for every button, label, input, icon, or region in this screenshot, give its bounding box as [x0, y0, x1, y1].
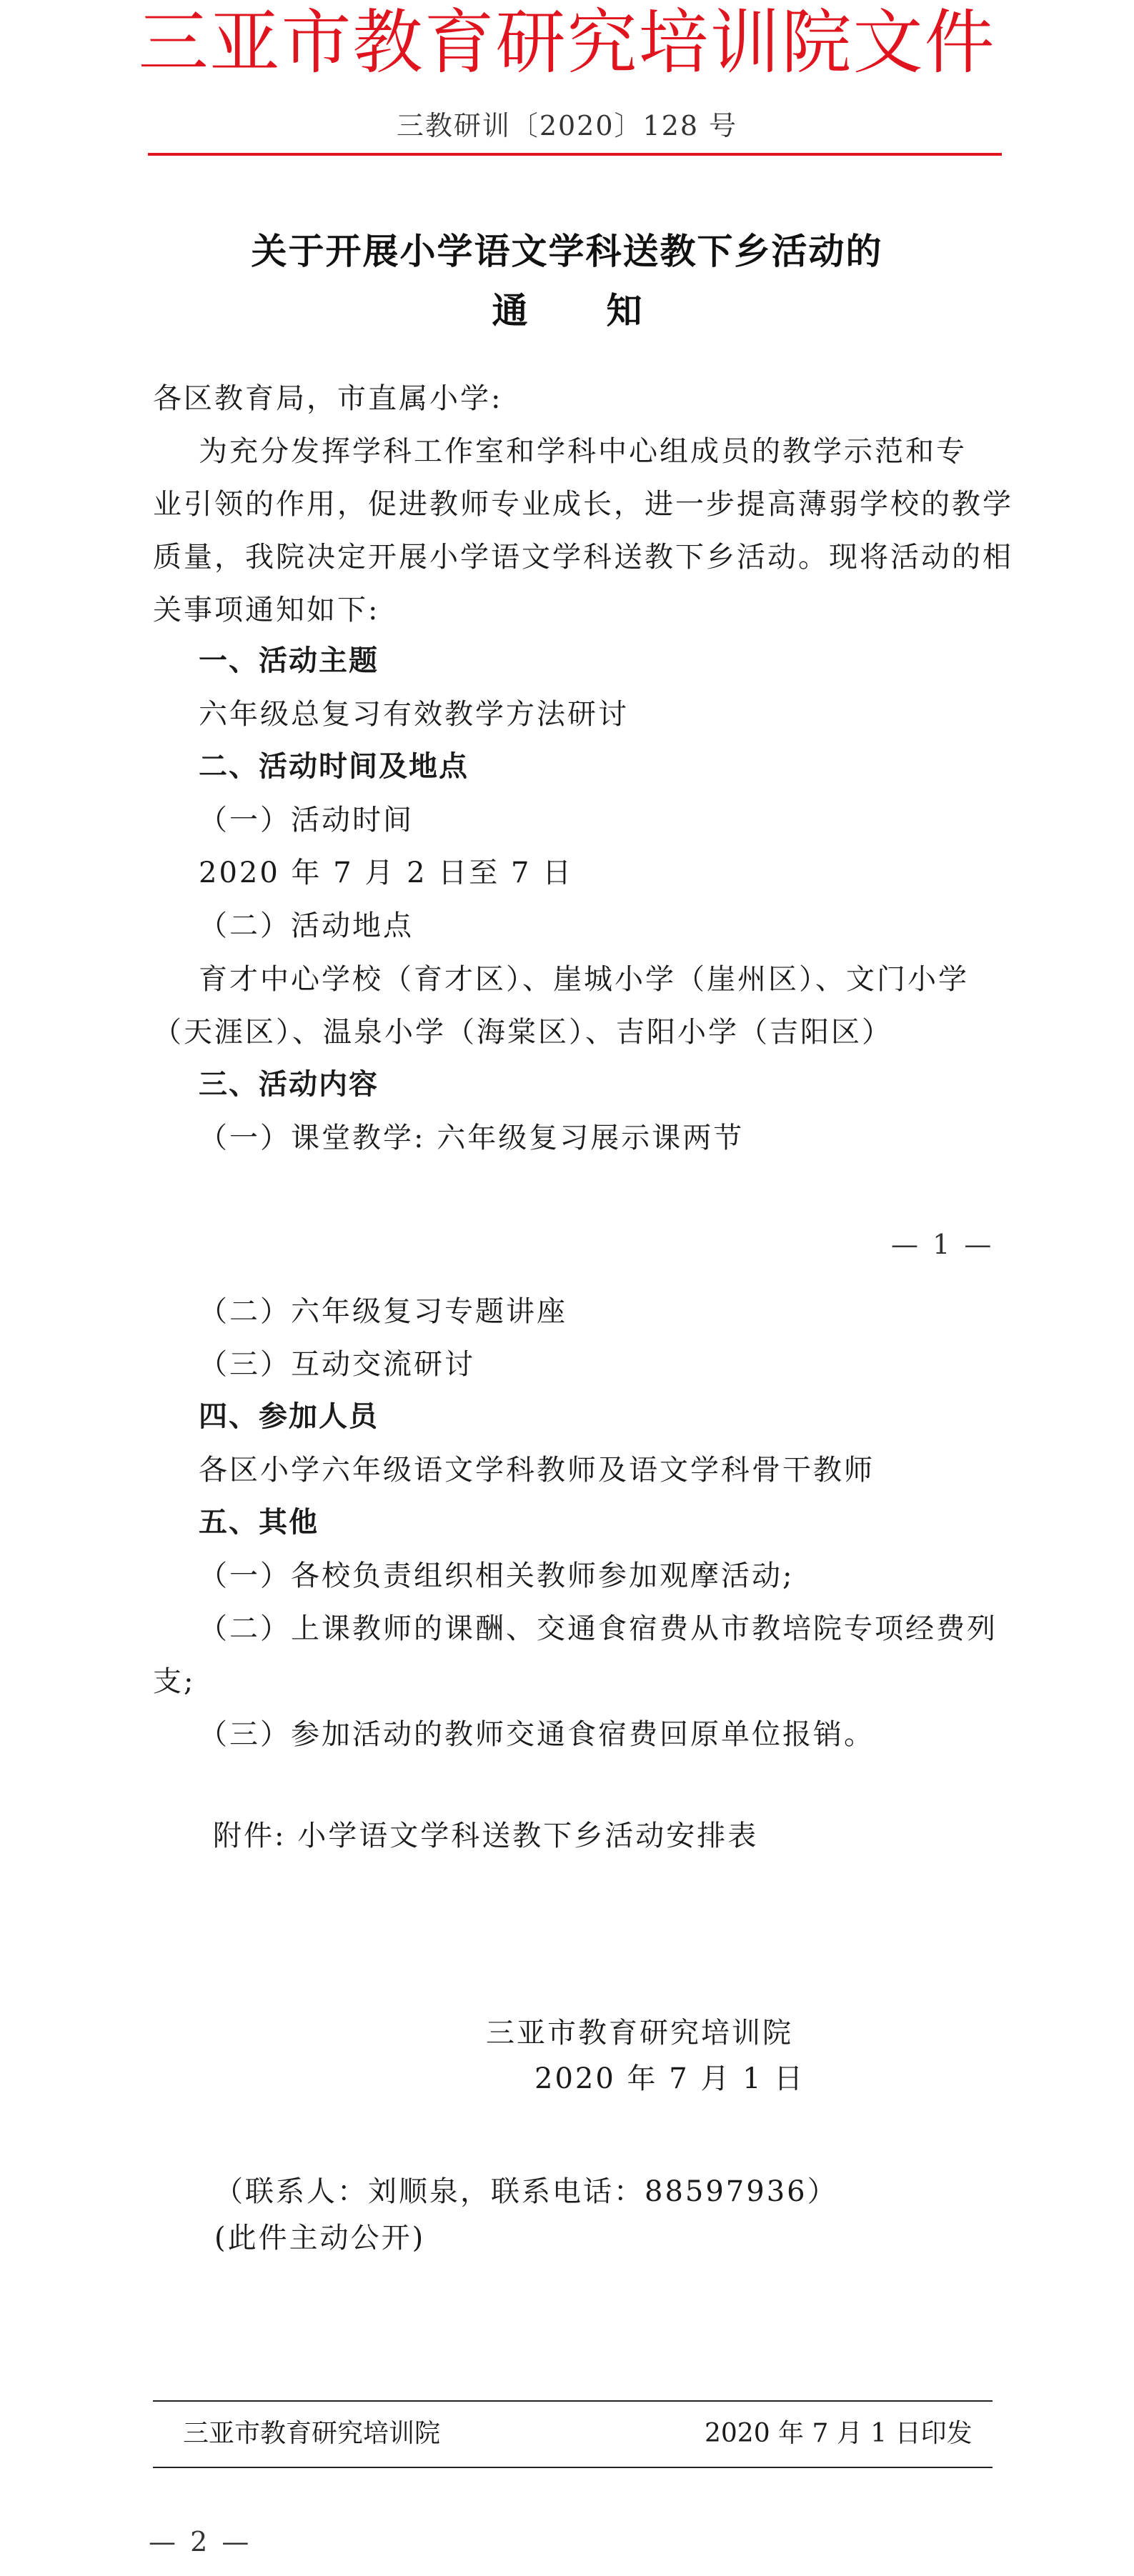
- section-2-heading: 二、活动时间及地点: [199, 750, 469, 783]
- section-2-sub2: （二）活动地点: [199, 909, 414, 942]
- signature-org: 三亚市教育研究培训院: [486, 2017, 793, 2050]
- section-5-heading: 五、其他: [199, 1506, 319, 1539]
- footer-org: 三亚市教育研究培训院: [183, 2419, 441, 2448]
- notice-title-line2: 通知: [492, 290, 721, 331]
- signature-date: 2020 年 7 月 1 日: [534, 2062, 805, 2095]
- section-4-heading: 四、参加人员: [199, 1400, 379, 1433]
- contact-info: （联系人：刘顺泉，联系电话：88597936）: [214, 2175, 838, 2208]
- section-1-heading: 一、活动主题: [199, 644, 379, 677]
- intro-line-3: 质量，我院决定开展小学语文学科送教下乡活动。现将活动的相: [153, 541, 1013, 574]
- section-3-item-2: （二）六年级复习专题讲座: [199, 1295, 567, 1328]
- notice-title-line1: 关于开展小学语文学科送教下乡活动的: [251, 231, 883, 272]
- attachment-note: 附件: 小学语文学科送教下乡活动安排表: [213, 1819, 759, 1852]
- footer-bottom-rule: [153, 2467, 993, 2468]
- section-4-text: 各区小学六年级语文学科教师及语文学科骨干教师: [199, 1454, 875, 1487]
- salutation: 各区教育局，市直属小学:: [153, 382, 503, 415]
- intro-line-1: 为充分发挥学科工作室和学科中心组成员的教学示范和专: [199, 435, 967, 468]
- intro-line-4: 关事项通知如下:: [153, 594, 380, 626]
- section-5-item-2a: （二）上课教师的课酬、交通食宿费从市教培院专项经费列: [199, 1612, 998, 1645]
- section-5-item-1: （一）各校负责组织相关教师参加观摩活动;: [199, 1559, 795, 1592]
- red-divider: [148, 153, 1002, 156]
- section-2-time: 2020 年 7 月 2 日至 7 日: [199, 857, 574, 889]
- disclosure-note: (此件主动公开): [214, 2222, 426, 2255]
- page-number-2: — 2 —: [149, 2526, 252, 2557]
- section-3-item-1: （一）课堂教学: 六年级复习展示课两节: [199, 1122, 745, 1154]
- document-number: 三教研训〔2020〕128 号: [396, 110, 738, 141]
- section-2-sub1: （一）活动时间: [199, 804, 414, 837]
- intro-line-2: 业引领的作用，促进教师专业成长，进一步提高薄弱学校的教学: [153, 488, 1013, 521]
- section-5-item-2b: 支;: [153, 1665, 196, 1698]
- section-2-places-1: 育才中心学校（育才区）、崖城小学（崖州区）、文门小学: [199, 963, 969, 996]
- section-2-places-2: （天涯区）、温泉小学（海棠区）、吉阳小学（吉阳区）: [153, 1016, 892, 1049]
- issuer-title: 三亚市教育研究培训院文件: [138, 2, 996, 84]
- section-3-heading: 三、活动内容: [199, 1068, 379, 1101]
- page-number-1: — 1 —: [891, 1229, 995, 1260]
- footer-top-rule: [153, 2400, 993, 2402]
- section-1-text: 六年级总复习有效教学方法研讨: [199, 698, 629, 731]
- section-5-item-3: （三）参加活动的教师交通食宿费回原单位报销。: [199, 1718, 875, 1751]
- footer-print-date: 2020 年 7 月 1 日印发: [705, 2419, 973, 2448]
- section-3-item-3: （三）互动交流研讨: [199, 1348, 475, 1381]
